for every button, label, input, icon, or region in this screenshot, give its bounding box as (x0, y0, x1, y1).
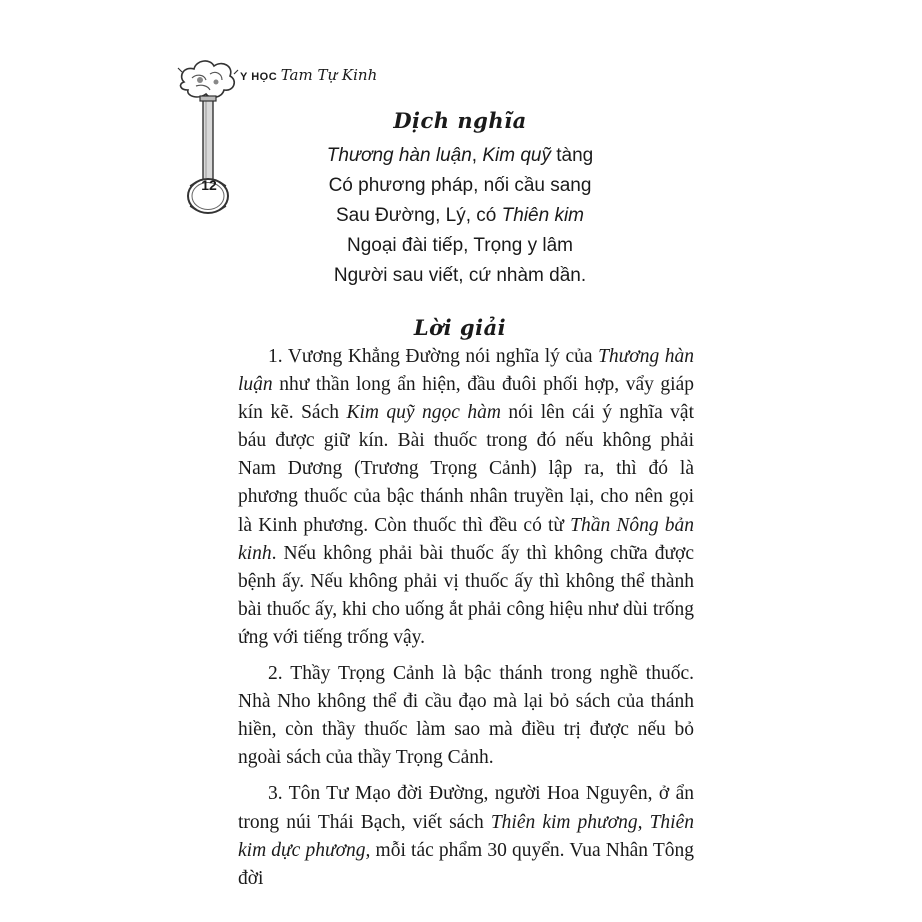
text-run: Sau Đường, Lý, có (335, 205, 502, 226)
text-run: 3. Tôn Tư Mạo đời Đường, người Hoa Nguyên, ở ẩn trong núi Thái Bạch, viết sách (238, 783, 694, 833)
text-run: như thần long ẩn hiện, đầu đuôi phối hợp, vẩy giáp kín kẽ. Sách (238, 374, 694, 424)
commentary-body (238, 343, 694, 901)
pillar-icon (200, 96, 216, 180)
commentary-paragraph (238, 660, 694, 772)
running-head-prefix: Y HỌC (240, 71, 278, 83)
text-run: tàng (550, 145, 594, 166)
text-run: Người sau viết, cứ nhàm dần. (333, 265, 587, 286)
commentary-paragraph (238, 780, 694, 892)
verse-line (240, 201, 680, 231)
text-run: nói lên cái ý nghĩa vật báu được giữ kín. Bài thuốc trong đó nếu không phải Nam Dương (Trương Trọng Cảnh) lập ra, thì đó là phương thuốc của bậc thánh nhân truyền lại, cho nên gọi là Kinh phương. Còn thuốc thì đều có từ (238, 402, 694, 536)
italic-title-text: Thần Nông bản kinh (238, 514, 694, 564)
verse-block (240, 141, 680, 291)
italic-title-text: Thương hàn luận (238, 346, 695, 396)
text-run: mỗi tác phẩm 30 quyển. Vua Nhân Tông đời (238, 839, 694, 889)
commentary-paragraph (238, 343, 694, 652)
text-run: . Nếu không phải bài thuốc ấy thì không chữa được bệnh ấy. Nếu không phải vị thuốc ấy thì không thể thành bài thuốc ấy, khi cho uống ắt phải công hiệu như dùi trống ứng với tiếng trống vậy. (238, 542, 694, 648)
text-run: Có phương pháp, nối cầu sang (328, 175, 592, 196)
cloud-ornament-icon (178, 61, 238, 98)
italic-title-text: Thiên kim phương, Thiên kim dực phương, (238, 811, 694, 861)
verse-line (240, 231, 680, 261)
verse-line (240, 141, 680, 171)
running-head-script-title: Tam Tự Kinh (280, 66, 378, 84)
text-run: Ngoại đài tiếp, Trọng y lâm (346, 235, 573, 256)
running-head (240, 66, 377, 84)
section-heading-commentary: Lời giải (413, 315, 507, 340)
verse-line (240, 171, 680, 201)
text-run: 2. Thầy Trọng Cảnh là bậc thánh trong nghề thuốc. Nhà Nho không thể đi cầu đạo mà lại bỏ sách của thánh hiền, còn thầy thuốc làm sao mà điều trị được nếu bỏ ngoài sách của thầy Trọng Cảnh. (238, 663, 694, 769)
italic-title-text: Thiên kim (501, 205, 584, 226)
decorative-pillar-ornament (176, 52, 240, 222)
text-run: 1. Vương Khẳng Đường nói nghĩa lý của (268, 346, 599, 367)
text-run: , (471, 145, 483, 166)
page-number: 12 (201, 177, 217, 193)
section-heading-translation: Dịch nghĩa (393, 108, 527, 133)
italic-title-text: Kim quỹ (482, 145, 551, 166)
italic-title-text: Kim quỹ ngọc hàm (346, 402, 501, 424)
verse-line (240, 261, 680, 291)
italic-title-text: Thương hàn luận (326, 145, 472, 166)
